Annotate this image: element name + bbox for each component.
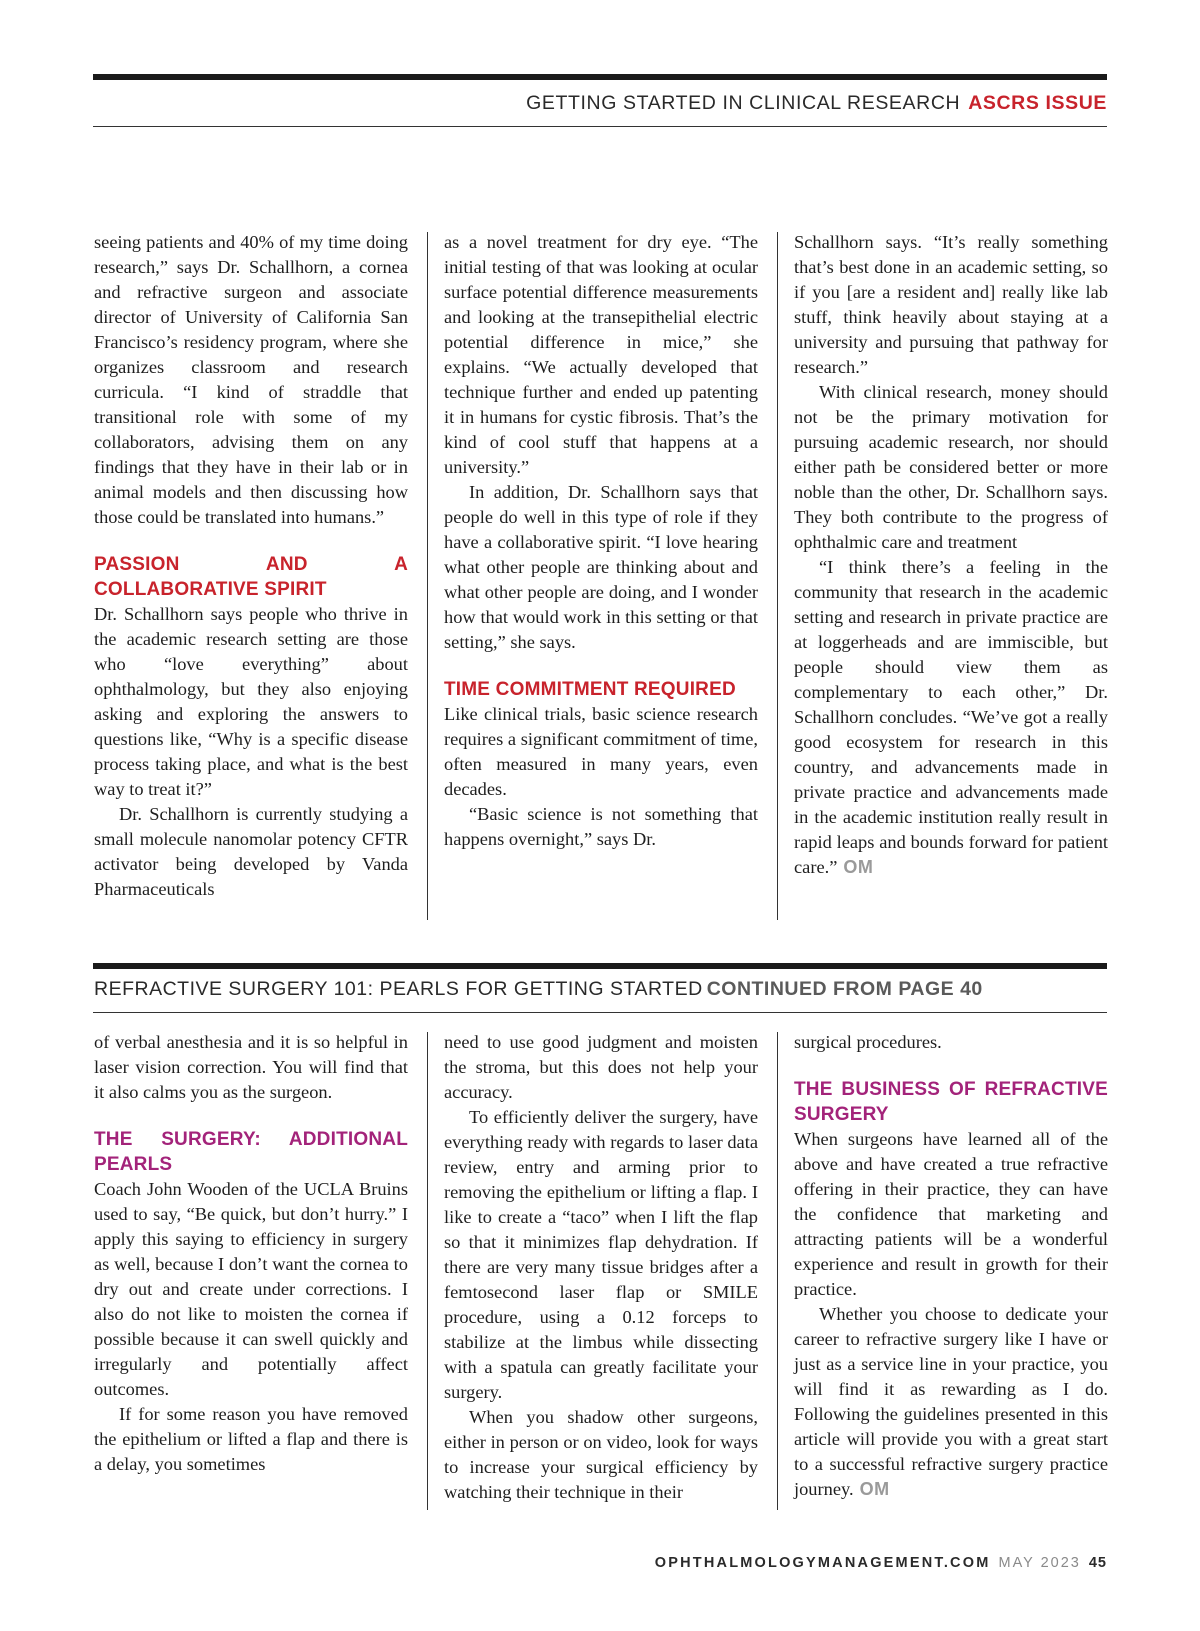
article1-col3-p3-text: “I think there’s a feeling in the community that research in the academic setting and research in private practice are at loggerheads and are immiscible, but people should view them as complementary to each other,” Dr. Schallhorn concludes. “We’ve got a really good ecosystem for research in this country, and advancements made in private practice and advancements made in the academic institution really result in rapid leaps and bounds forward for patient care.”: [794, 557, 1108, 877]
article2-column-1: [94, 1030, 408, 1510]
article1-column-2: [444, 230, 758, 930]
article2-col2-p3: When you shadow other surgeons, either in person or on video, look for ways to increase your surgical efficiency by watching their technique in their: [444, 1407, 758, 1502]
article1-column-1: [94, 230, 408, 930]
article1-col2-p1: as a novel treatment for dry eye. “The initial testing of that was looking at ocular surface potential difference measurements and looking at the transepithelial electric potential difference in mice,” she explains. “We actually developed that technique further and ended up patenting it in humans for cystic fibrosis. That’s the kind of cool stuff that happens at a university.”: [444, 232, 758, 477]
article2-column-2: [444, 1030, 758, 1510]
article1-col1-p3: Dr. Schallhorn is currently studying a small molecule nanomolar potency CFTR activator being developed by Vanda Pharmaceuticals: [94, 804, 408, 899]
article2-col1-p2: Coach John Wooden of the UCLA Bruins used to say, “Be quick, but don’t hurry.” I apply this saying to efficiency in surgery as well, because I don’t want the cornea to dry out and create under corrections. I also do not like to moisten the cornea if possible because it can swell quickly and irregularly and potentially affect outcomes.: [94, 1179, 408, 1399]
article2-col3-p2: When surgeons have learned all of the above and have created a true refractive offering in their practice, they can have the confidence that marketing and attracting patients will be a wonderful experience and result in growth for their practice.: [794, 1129, 1108, 1299]
article2-col3-p1: surgical procedures.: [794, 1032, 942, 1052]
page-number: 45: [1088, 1555, 1107, 1571]
article1-col1-p1: seeing patients and 40% of my time doing research,” says Dr. Schallhorn, a cornea and refractive surgeon and associate director of University of California San Francisco’s residency program, where she organizes classroom and research curricula. “I kind of straddle that transitional role with some of my collaborators, advising them on any findings that they have in their lab or in animal models and then discussing how those could be translated into humans.”: [94, 232, 408, 527]
article2-col3-p3-text: Whether you choose to dedicate your career to refractive surgery like I have or just as a service line in your practice, you will find it as rewarding as I do. Following the guidelines presented in this article will provide you with a great start to a successful refractive surgery practice journey.: [794, 1304, 1108, 1499]
article2-col1-p3: If for some reason you have removed the epithelium or lifted a flap and there is a delay, you sometimes: [94, 1404, 408, 1474]
column-divider: [427, 232, 428, 920]
section-heading-surgery-pearls: THE SURGERY: ADDITIONAL PEARLS: [94, 1129, 408, 1175]
continued-title: REFRACTIVE SURGERY 101: PEARLS FOR GETTING STARTED: [94, 978, 703, 1000]
continued-rule: [93, 1012, 1107, 1013]
section-heading-passion: PASSION AND A COLLABORATIVE SPIRIT: [94, 554, 408, 600]
article1-column-3: [794, 230, 1108, 930]
page-footer: [655, 1555, 1107, 1571]
section-heading-time-commitment: TIME COMMITMENT REQUIRED: [444, 679, 736, 700]
running-header: [93, 92, 1107, 120]
article2-col2-p2: To efficiently deliver the surgery, have everything ready with regards to laser data review, entry and arming prior to removing the epithelium or lifting a flap. I like to create a “taco” when I lift the flap so that it minimizes flap dehydration. If there are very many tissue bridges after a femtosecond laser flap or SMILE procedure, using a 0.12 forceps to stabilize at the limbus while dissecting with a spatula can greatly facilitate your surgery.: [444, 1107, 758, 1402]
header-issue: ASCRS ISSUE: [968, 92, 1107, 114]
end-mark: OM: [859, 1479, 890, 1499]
continued-header: [94, 978, 983, 1001]
article1-col1-p2: Dr. Schallhorn says people who thrive in the academic research setting are those who “love everything” about ophthalmology, but they also enjoying asking and exploring the answers to questions like, “Why is a specific disease process taking place, and what is the best way to treat it?”: [94, 604, 408, 799]
top-rule: [93, 74, 1107, 80]
section-heading-business: THE BUSINESS OF REFRACTIVE SURGERY: [794, 1079, 1108, 1125]
column-divider: [777, 232, 778, 920]
article1-col2-p2: In addition, Dr. Schallhorn says that people do well in this type of role if they have a collaborative spirit. “I love hearing what other people are thinking about and what other people are doing, and I wonder how that would work in this setting or that setting,” she says.: [444, 482, 758, 652]
article1-col3-p2: With clinical research, money should not be the primary motivation for pursuing academic research, nor should either path be considered better or more noble than the other, Dr. Schallhorn says. They both contribute to the progress of ophthalmic care and treatment: [794, 382, 1108, 552]
column-divider: [427, 1032, 428, 1510]
article1-col2-p3: Like clinical trials, basic science research requires a significant commitment of time, often measured in many years, even decades.: [444, 704, 758, 799]
article2-column-3: [794, 1030, 1108, 1510]
article1-col3-p1: Schallhorn says. “It’s really something that’s best done in an academic setting, so if you [are a resident and] really like lab stuff, think heavily about staying at a university and pursuing that pathway for research.”: [794, 232, 1108, 377]
article2-col3-p3: [794, 1302, 1108, 1502]
article1-col3-p3: [794, 555, 1108, 880]
header-section: GETTING STARTED IN CLINICAL RESEARCH: [526, 92, 961, 114]
section-rule: [93, 963, 1107, 969]
end-mark: OM: [843, 857, 874, 877]
article1-col2-p4: “Basic science is not something that happens overnight,” says Dr.: [444, 804, 758, 849]
header-rule: [93, 126, 1107, 127]
footer-site: OPHTHALMOLOGYMANAGEMENT.COM: [654, 1555, 991, 1571]
column-divider: [777, 1032, 778, 1510]
article2-col1-p1: of verbal anesthesia and it is so helpful in laser vision correction. You will find that it also calms you as the surgeon.: [94, 1032, 408, 1102]
continued-label: CONTINUED FROM PAGE 40: [706, 978, 983, 1000]
article2-col2-p1: need to use good judgment and moisten the stroma, but this does not help your accuracy.: [444, 1032, 758, 1102]
footer-date: MAY 2023: [998, 1555, 1081, 1571]
